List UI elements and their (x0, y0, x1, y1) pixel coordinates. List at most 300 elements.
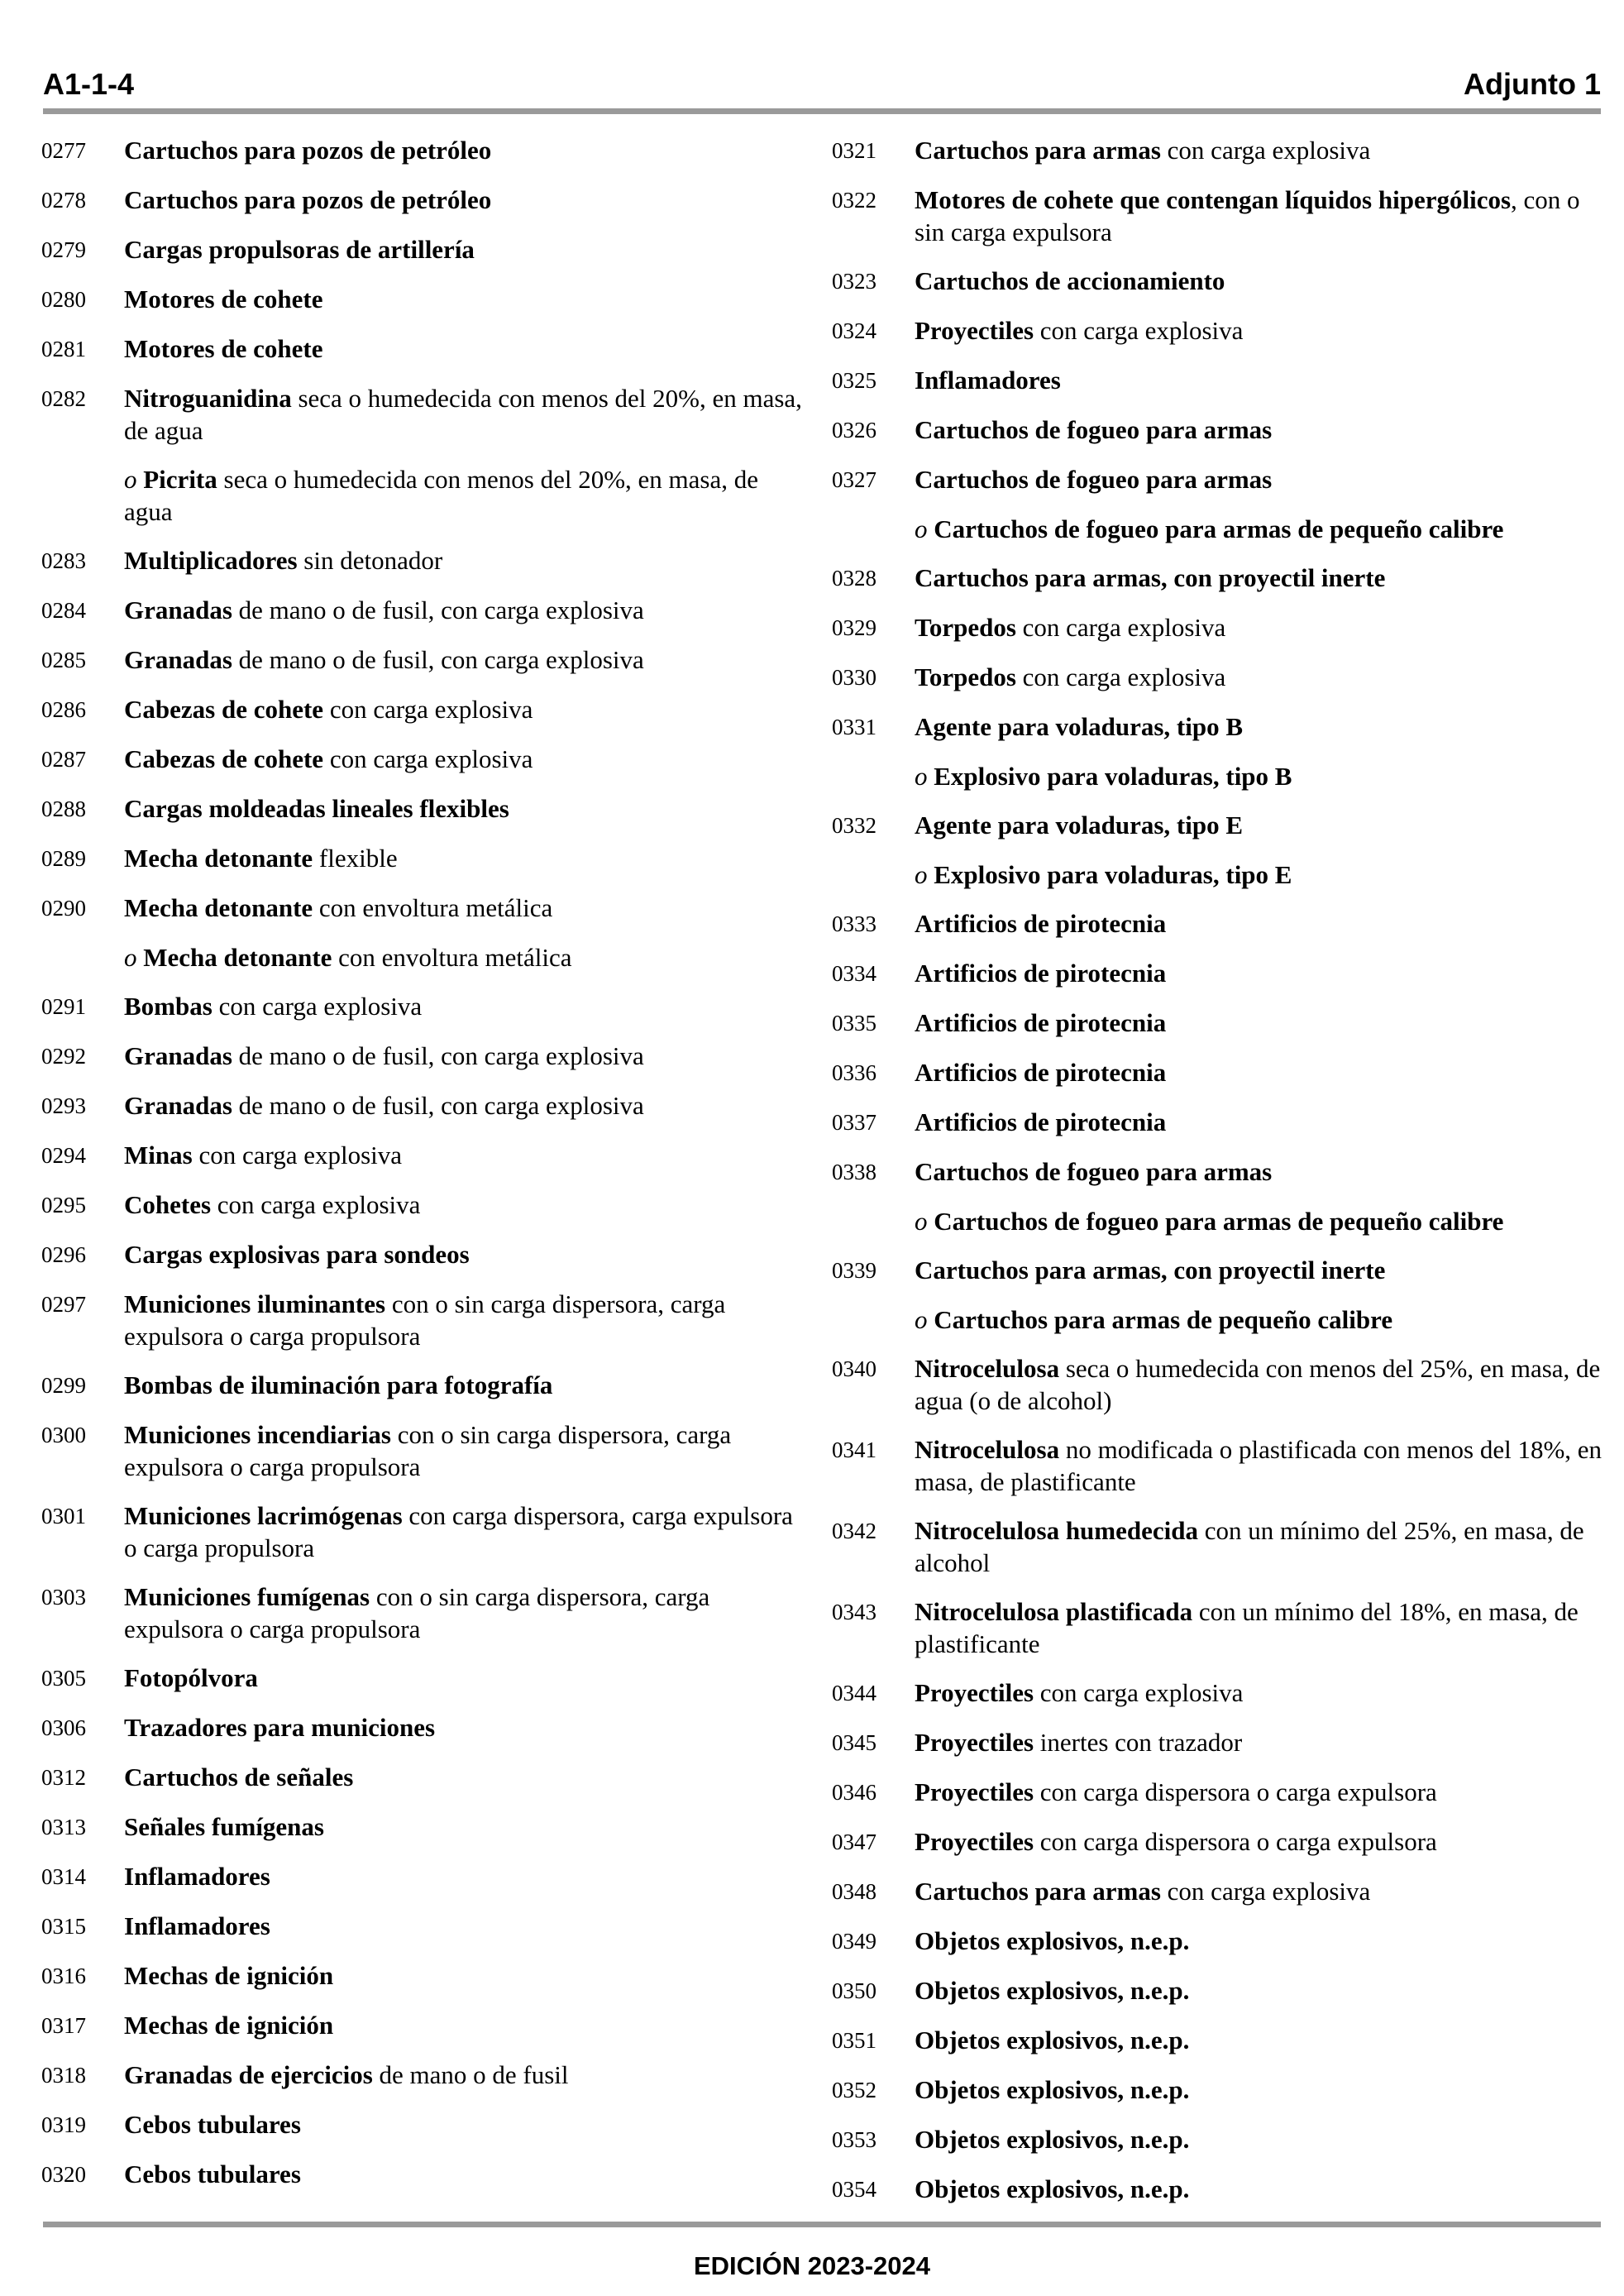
proper-shipping-name: Cartuchos para armas, con proyectil inerte (915, 563, 1386, 592)
un-number: 0322 (832, 188, 876, 213)
proper-shipping-name: Torpedos (915, 613, 1016, 642)
footer-rule (43, 2222, 1601, 2227)
un-number: 0352 (832, 2078, 876, 2102)
un-number: 0326 (832, 418, 876, 442)
list-item (832, 1254, 1609, 1287)
proper-shipping-name: Cartuchos de fogueo para armas (915, 415, 1273, 444)
entry-description (124, 643, 810, 676)
proper-shipping-name: Mecha detonante (124, 893, 313, 922)
list-item (41, 1761, 810, 1794)
page-id: A1-1-4 (43, 67, 135, 101)
entry-description (124, 463, 810, 528)
right-column (832, 134, 1609, 2222)
un-number: 0336 (832, 1060, 876, 1085)
entry-description (915, 1974, 1609, 2007)
un-number (832, 760, 915, 761)
qualifier-text: inertes con trazador (1034, 1728, 1243, 1757)
un-number: 0328 (832, 566, 876, 591)
entry-description (915, 1677, 1609, 1709)
proper-shipping-name: Objetos explosivos, n.e.p. (915, 2075, 1190, 2104)
un-number: 0280 (41, 287, 86, 312)
list-item (832, 1303, 1609, 1336)
entry-description (915, 1056, 1609, 1088)
list-item (832, 314, 1609, 347)
list-item (41, 1189, 810, 1222)
qualifier-text: con carga explosiva (1160, 1877, 1371, 1906)
entry-description (124, 544, 810, 576)
edition-footer: EDICIÓN 2023-2024 (693, 2251, 931, 2280)
qualifier-text: con carga explosiva (1015, 662, 1226, 691)
list-item (832, 1677, 1609, 1710)
proper-shipping-name: Granadas (124, 1041, 232, 1070)
list-item (832, 710, 1609, 744)
un-number: 0342 (832, 1519, 876, 1543)
proper-shipping-name: Proyectiles (915, 1678, 1034, 1707)
proper-shipping-name: Cartuchos de fogueo para armas (915, 465, 1273, 494)
list-item (41, 1238, 810, 1271)
un-number: 0284 (41, 598, 86, 623)
list-item (41, 134, 810, 167)
list-item (41, 643, 810, 677)
un-number: 0332 (832, 813, 876, 838)
proper-shipping-name: Municiones iluminantes (124, 1289, 386, 1318)
proper-shipping-name: Cartuchos para armas de pequeño calibre (934, 1305, 1393, 1334)
un-number: 0318 (41, 2063, 86, 2088)
proper-shipping-name: Torpedos (915, 662, 1016, 691)
entry-description (124, 1860, 810, 1892)
proper-shipping-name: Objetos explosivos, n.e.p. (915, 2125, 1190, 2154)
un-number (832, 513, 915, 514)
qualifier-text: , con o sin carga expulsora (915, 185, 1580, 246)
un-number: 0314 (41, 1864, 86, 1889)
un-number: 0297 (41, 1292, 86, 1317)
entry-description (124, 792, 810, 825)
entry-description (915, 859, 1609, 891)
proper-shipping-name: Objetos explosivos, n.e.p. (915, 1976, 1190, 2005)
entry-description (915, 184, 1609, 248)
list-item (41, 382, 810, 447)
list-item (41, 1500, 810, 1564)
entry-description (915, 1825, 1609, 1858)
entry-description (124, 2059, 810, 2091)
proper-shipping-name: Cartuchos para pozos de petróleo (124, 185, 492, 214)
entry-description (124, 2158, 810, 2190)
list-item (41, 1959, 810, 1992)
entry-description (124, 1711, 810, 1744)
un-number: 0287 (41, 747, 86, 772)
alternative-marker: o (915, 1207, 934, 1236)
proper-shipping-name: Municiones incendiarias (124, 1420, 391, 1449)
proper-shipping-name: Proyectiles (915, 1728, 1034, 1757)
list-item (832, 1514, 1609, 1579)
list-item (41, 1369, 810, 1402)
qualifier-text: seca o humedecida con menos del 20%, en masa, de agua (124, 465, 758, 526)
entry-description (915, 1595, 1609, 1660)
entry-description (915, 1726, 1609, 1758)
qualifier-text: con o sin carga dispersora, carga expulsora o carga propulsora (124, 1420, 732, 1481)
entry-description (915, 1875, 1609, 1907)
un-number: 0339 (832, 1258, 876, 1283)
un-number: 0349 (832, 1929, 876, 1954)
proper-shipping-name: Artificios de pirotecnia (915, 959, 1167, 988)
qualifier-text: con carga dispersora, carga expulsora o carga propulsora (124, 1501, 793, 1562)
qualifier-text: de mano o de fusil, con carga explosiva (232, 596, 644, 624)
proper-shipping-name: Cargas explosivas para sondeos (124, 1240, 470, 1269)
proper-shipping-name: Artificios de pirotecnia (915, 1008, 1167, 1037)
proper-shipping-name: Nitrocelulosa (915, 1354, 1060, 1383)
entry-description (124, 332, 810, 365)
proper-shipping-name: Proyectiles (915, 316, 1034, 345)
un-number: 0319 (41, 2112, 86, 2137)
un-number: 0290 (41, 896, 86, 921)
qualifier-text: con carga dispersora o carga expulsora (1034, 1777, 1437, 1806)
proper-shipping-name: Fotopólvora (124, 1663, 258, 1692)
proper-shipping-name: Artificios de pirotecnia (915, 1058, 1167, 1087)
entry-description (124, 184, 810, 216)
qualifier-text: de mano o de fusil, con carga explosiva (232, 1041, 644, 1070)
un-number: 0295 (41, 1193, 86, 1217)
qualifier-text: con un mínimo del 25%, en masa, de alcohol (915, 1516, 1584, 1577)
entry-description (915, 907, 1609, 940)
qualifier-text: de mano o de fusil, con carga explosiva (232, 1091, 644, 1120)
proper-shipping-name: Objetos explosivos, n.e.p. (915, 2174, 1190, 2203)
un-number: 0301 (41, 1504, 86, 1528)
un-number: 0353 (832, 2127, 876, 2152)
qualifier-text: seca o humedecida con menos del 25%, en masa, de agua (o de alcohol) (915, 1354, 1601, 1415)
list-item (832, 1875, 1609, 1908)
un-number: 0334 (832, 961, 876, 986)
entry-description (915, 1205, 1609, 1237)
list-item (41, 184, 810, 217)
list-item (832, 1726, 1609, 1759)
un-number: 0346 (832, 1780, 876, 1805)
list-item (832, 760, 1609, 792)
proper-shipping-name: Trazadores para municiones (124, 1713, 436, 1742)
entry-description (915, 611, 1609, 643)
un-number: 0324 (832, 318, 876, 343)
entry-description (124, 1810, 810, 1843)
list-item (41, 1288, 810, 1352)
list-item (832, 611, 1609, 644)
entry-description (915, 1254, 1609, 1286)
list-item (41, 1089, 810, 1122)
proper-shipping-name: Mecha detonante (124, 844, 313, 873)
list-item (832, 1007, 1609, 1040)
qualifier-text: con o sin carga dispersora, carga expulsora o carga propulsora (124, 1582, 710, 1643)
proper-shipping-name: Cargas propulsoras de artillería (124, 235, 475, 264)
un-number: 0343 (832, 1600, 876, 1624)
proper-shipping-name: Bombas de iluminación para fotografía (124, 1370, 553, 1399)
alternative-marker: o (915, 514, 934, 543)
alternative-marker: o (915, 860, 934, 889)
entry-description (124, 1238, 810, 1270)
qualifier-text: con carga explosiva (1160, 136, 1371, 165)
proper-shipping-name: Objetos explosivos, n.e.p. (915, 2026, 1190, 2054)
entry-description (124, 892, 810, 924)
list-item (832, 463, 1609, 496)
list-item (41, 743, 810, 776)
proper-shipping-name: Cartuchos para armas (915, 1877, 1161, 1906)
proper-shipping-name: Agente para voladuras, tipo E (915, 811, 1243, 839)
list-item (832, 1925, 1609, 1958)
proper-shipping-name: Cartuchos de fogueo para armas (915, 1157, 1273, 1186)
list-item (41, 1581, 810, 1645)
un-number: 0331 (832, 715, 876, 739)
entry-description (124, 1139, 810, 1171)
list-item (832, 513, 1609, 545)
proper-shipping-name: Artificios de pirotecnia (915, 1107, 1167, 1136)
entry-description (124, 233, 810, 265)
entry-description (124, 594, 810, 626)
un-number: 0291 (41, 994, 86, 1019)
list-item (41, 1860, 810, 1893)
entry-description (915, 1776, 1609, 1808)
un-number: 0294 (41, 1143, 86, 1168)
list-item (41, 1711, 810, 1744)
qualifier-text: con carga explosiva (1015, 613, 1226, 642)
proper-shipping-name: Mecha detonante (143, 943, 332, 972)
entry-description (915, 364, 1609, 396)
entry-description (915, 1925, 1609, 1957)
un-number: 0350 (832, 1978, 876, 2003)
list-item (832, 1155, 1609, 1189)
un-number: 0323 (832, 269, 876, 294)
list-item (41, 842, 810, 875)
qualifier-text: con carga explosiva (323, 695, 533, 724)
entry-description (915, 2123, 1609, 2155)
list-item (41, 892, 810, 925)
proper-shipping-name: Nitroguanidina (124, 384, 292, 413)
entry-description (124, 1500, 810, 1564)
list-item (41, 2108, 810, 2141)
list-item (41, 332, 810, 366)
un-number (832, 1205, 915, 1206)
proper-shipping-name: Cartuchos para armas (915, 136, 1161, 165)
entry-description (915, 957, 1609, 989)
proper-shipping-name: Bombas (124, 992, 213, 1021)
list-item (832, 364, 1609, 397)
proper-shipping-name: Proyectiles (915, 1777, 1034, 1806)
proper-shipping-name: Cartuchos para armas, con proyectil inerte (915, 1256, 1386, 1284)
proper-shipping-name: Multiplicadores (124, 546, 298, 575)
entry-description (915, 661, 1609, 693)
proper-shipping-name: Artificios de pirotecnia (915, 909, 1167, 938)
list-item (41, 693, 810, 726)
un-number: 0335 (832, 1011, 876, 1036)
entry-description (915, 1514, 1609, 1579)
list-item (832, 134, 1609, 167)
list-item (832, 2074, 1609, 2107)
list-item (832, 2173, 1609, 2206)
list-item (832, 2024, 1609, 2057)
un-number: 0303 (41, 1585, 86, 1610)
un-number: 0333 (832, 911, 876, 936)
list-item (832, 1825, 1609, 1858)
proper-shipping-name: Cohetes (124, 1190, 212, 1219)
qualifier-text: con carga explosiva (211, 1190, 421, 1219)
list-item (832, 1056, 1609, 1089)
un-number: 0299 (41, 1373, 86, 1398)
proper-shipping-name: Inflamadores (124, 1862, 270, 1891)
proper-shipping-name: Cabezas de cohete (124, 695, 324, 724)
entry-description (124, 743, 810, 775)
entry-description (915, 2024, 1609, 2056)
entry-description (915, 1106, 1609, 1138)
un-number: 0285 (41, 648, 86, 672)
qualifier-text: flexible (313, 844, 398, 873)
un-number (832, 1303, 915, 1304)
list-item (41, 941, 810, 973)
entry-description (124, 941, 810, 973)
entry-description (915, 1007, 1609, 1039)
proper-shipping-name: Inflamadores (124, 1911, 270, 1940)
entry-description (124, 1189, 810, 1221)
entry-description (915, 809, 1609, 841)
un-number: 0344 (832, 1681, 876, 1705)
entry-description (915, 1155, 1609, 1188)
un-number: 0321 (832, 138, 876, 163)
un-number: 0327 (832, 467, 876, 492)
un-number: 0347 (832, 1830, 876, 1854)
list-item (41, 283, 810, 316)
list-item (832, 562, 1609, 595)
list-item (41, 2059, 810, 2092)
entry-description (915, 562, 1609, 594)
un-number: 0278 (41, 188, 86, 213)
proper-shipping-name: Cartuchos para pozos de petróleo (124, 136, 492, 165)
un-number: 0300 (41, 1423, 86, 1447)
list-item (41, 1139, 810, 1172)
un-number: 0282 (41, 386, 86, 411)
un-number: 0281 (41, 337, 86, 361)
un-number: 0337 (832, 1110, 876, 1135)
un-number: 0292 (41, 1044, 86, 1069)
proper-shipping-name: Explosivo para voladuras, tipo B (934, 762, 1292, 791)
entry-description (124, 1910, 810, 1942)
entry-description (124, 382, 810, 447)
entry-description (915, 1433, 1609, 1498)
proper-shipping-name: Motores de cohete (124, 285, 323, 313)
un-number: 0289 (41, 846, 86, 871)
un-number: 0306 (41, 1715, 86, 1740)
un-number: 0293 (41, 1093, 86, 1118)
proper-shipping-name: Cebos tubulares (124, 2160, 301, 2188)
un-number (41, 463, 124, 464)
list-item (41, 1910, 810, 1943)
list-item (832, 1595, 1609, 1660)
list-item (832, 661, 1609, 694)
un-number: 0340 (832, 1356, 876, 1381)
list-item (832, 265, 1609, 298)
un-number: 0320 (41, 2162, 86, 2187)
proper-shipping-name: Cartuchos de fogueo para armas de pequeño calibre (934, 1207, 1504, 1236)
un-number: 0286 (41, 697, 86, 722)
proper-shipping-name: Minas (124, 1141, 193, 1170)
un-number: 0345 (832, 1730, 876, 1755)
entry-description (124, 842, 810, 874)
list-item (41, 792, 810, 825)
proper-shipping-name: Proyectiles (915, 1827, 1034, 1856)
proper-shipping-name: Cartuchos de señales (124, 1763, 354, 1791)
un-number: 0317 (41, 2013, 86, 2038)
list-item (832, 809, 1609, 842)
alternative-marker: o (124, 465, 144, 494)
entry-description (124, 1089, 810, 1122)
proper-shipping-name: Explosivo para voladuras, tipo E (934, 860, 1292, 889)
qualifier-text: con carga dispersora o carga expulsora (1034, 1827, 1437, 1856)
un-number: 0283 (41, 548, 86, 573)
proper-shipping-name: Señales fumígenas (124, 1812, 324, 1841)
list-item (832, 2123, 1609, 2156)
list-item (832, 1352, 1609, 1417)
proper-shipping-name: Granadas de ejercicios (124, 2060, 373, 2089)
list-item (41, 233, 810, 266)
list-item (832, 859, 1609, 891)
qualifier-text: con carga explosiva (212, 992, 423, 1021)
list-item (832, 1205, 1609, 1237)
entry-description (124, 1662, 810, 1694)
qualifier-text: con envoltura metálica (313, 893, 553, 922)
proper-shipping-name: Granadas (124, 596, 232, 624)
list-item (832, 1776, 1609, 1809)
proper-shipping-name: Motores de cohete que contengan líquidos hipergólicos (915, 185, 1512, 214)
un-number: 0354 (832, 2177, 876, 2202)
un-number: 0338 (832, 1160, 876, 1184)
entry-description (915, 2074, 1609, 2106)
entry-description (124, 283, 810, 315)
un-number: 0341 (832, 1437, 876, 1462)
entry-description (915, 513, 1609, 545)
proper-shipping-name: Cartuchos de accionamiento (915, 266, 1225, 295)
list-item (41, 594, 810, 627)
un-number: 0351 (832, 2028, 876, 2053)
proper-shipping-name: Objetos explosivos, n.e.p. (915, 1926, 1190, 1955)
qualifier-text: de mano o de fusil, con carga explosiva (232, 645, 644, 674)
alternative-marker: o (915, 1305, 934, 1334)
un-number: 0288 (41, 796, 86, 821)
entry-description (915, 314, 1609, 347)
entry-description (124, 134, 810, 166)
entry-description (915, 414, 1609, 446)
qualifier-text: con un mínimo del 18%, en masa, de plastificante (915, 1597, 1579, 1658)
entry-description (124, 1040, 810, 1072)
proper-shipping-name: Nitrocelulosa plastificada (915, 1597, 1193, 1626)
un-number (41, 941, 124, 942)
entry-description (915, 134, 1609, 166)
entry-description (915, 710, 1609, 743)
entry-description (915, 265, 1609, 297)
list-item (41, 1810, 810, 1844)
qualifier-text: seca o humedecida con menos del 20%, en masa, de agua (124, 384, 802, 445)
proper-shipping-name: Nitrocelulosa humedecida (915, 1516, 1198, 1545)
un-number: 0296 (41, 1242, 86, 1267)
qualifier-text: con carga explosiva (323, 744, 533, 773)
un-number: 0325 (832, 368, 876, 393)
list-item (41, 2009, 810, 2042)
list-item (832, 907, 1609, 940)
attachment-label: Adjunto 1 (1464, 67, 1601, 101)
proper-shipping-name: Picrita (143, 465, 217, 494)
proper-shipping-name: Granadas (124, 1091, 232, 1120)
qualifier-text: con carga explosiva (1034, 1678, 1244, 1707)
un-number: 0313 (41, 1815, 86, 1839)
qualifier-text: no modificada o plastificada con menos del 18%, en masa, de plastificante (915, 1435, 1603, 1496)
un-number: 0305 (41, 1666, 86, 1691)
list-item (41, 2158, 810, 2191)
list-item (41, 544, 810, 577)
un-number: 0330 (832, 665, 876, 690)
entry-description (124, 1959, 810, 1992)
